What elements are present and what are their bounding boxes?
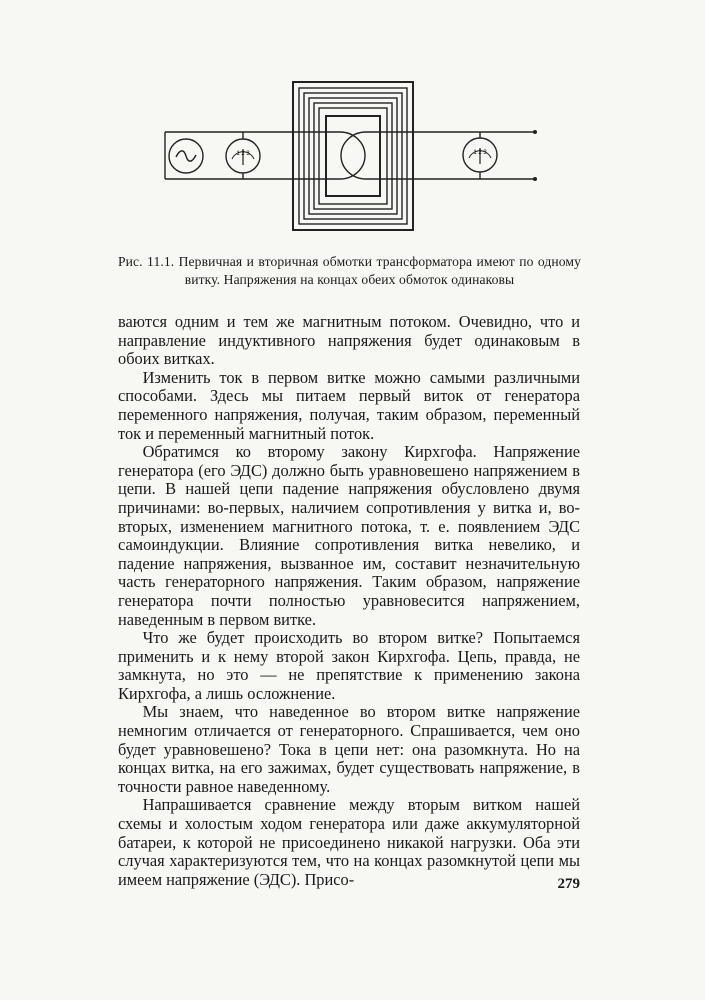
meter-right-label: 1 2 3 [473, 150, 487, 156]
body-text [118, 313, 580, 889]
meter-left-label: 1 2 3 [236, 151, 250, 157]
figure-caption: Рис. 11.1. Первичная и вторичная обмотки трансформатора имеют по одному витку. Напряжения на концах обеих обмоток одинаковы [118, 254, 581, 287]
transformer-diagram [150, 78, 550, 238]
core-window [326, 116, 380, 196]
winding-line [319, 108, 387, 204]
paragraph: Напрашивается сравнение между вторым витком нашей схемы и холостым ходом генератора или даже аккумуляторной батареи, к которой не присоединено никакой нагрузки. Оба эти случая характеризуются тем, что на концах разомкнутой цепи мы имеем напряжение (ЭДС). Присо- [118, 795, 580, 889]
terminal-dot [533, 177, 537, 181]
paragraph-continued: ваются одним и тем же магнитным потоком. Очевидно, что и направление индуктивного напряжения будет одинаковым в обоих витках. [118, 312, 580, 369]
core-outer [293, 82, 413, 230]
secondary-turn [341, 132, 366, 179]
paragraph: Что же будет происходить во втором витке? Попытаемся применить и к нему второй закон Кирхгофа. Цепь, правда, не замкнута, но это — не препятствие к применению закона Кирхгофа, а лишь осложнение. [118, 628, 580, 703]
paragraph: Мы знаем, что наведенное во втором витке напряжение немногим отличается от генераторного. Спрашивается, чем оно будет уравновешено? Тока в цепи нет: она разомкнута. Но на концах витка, на его зажимах, будет существовать напряжение, в точности равное наведенному. [118, 702, 580, 796]
paragraph: Обратимся ко второму закону Кирхгофа. Напряжение генератора (его ЭДС) должно быть уравновешено напряжением в цепи. В нашей цепи падение напряжения обусловлено двумя причинами: во-первых, наличием сопротивления у витка и, во-вторых, изменением магнитного потока, т. е. появлением ЭДС самоиндукции. Влияние сопротивления витка невелико, и падение напряжения, вызванное им, составит незначительную часть генераторного напряжения. Таким образом, напряжение генератора почти полностью уравновесится напряжением, наведенным в первом витке. [118, 442, 580, 629]
primary-turn [340, 132, 365, 179]
terminal-dot [533, 130, 537, 134]
paragraph: Изменить ток в первом витке можно самыми различными способами. Здесь мы питаем первый виток от генератора переменного напряжения, получая, таким образом, переменный ток и переменный магнитный поток. [118, 367, 580, 443]
transformer-diagram-svg [150, 78, 550, 238]
page-number: 279 [557, 876, 580, 892]
